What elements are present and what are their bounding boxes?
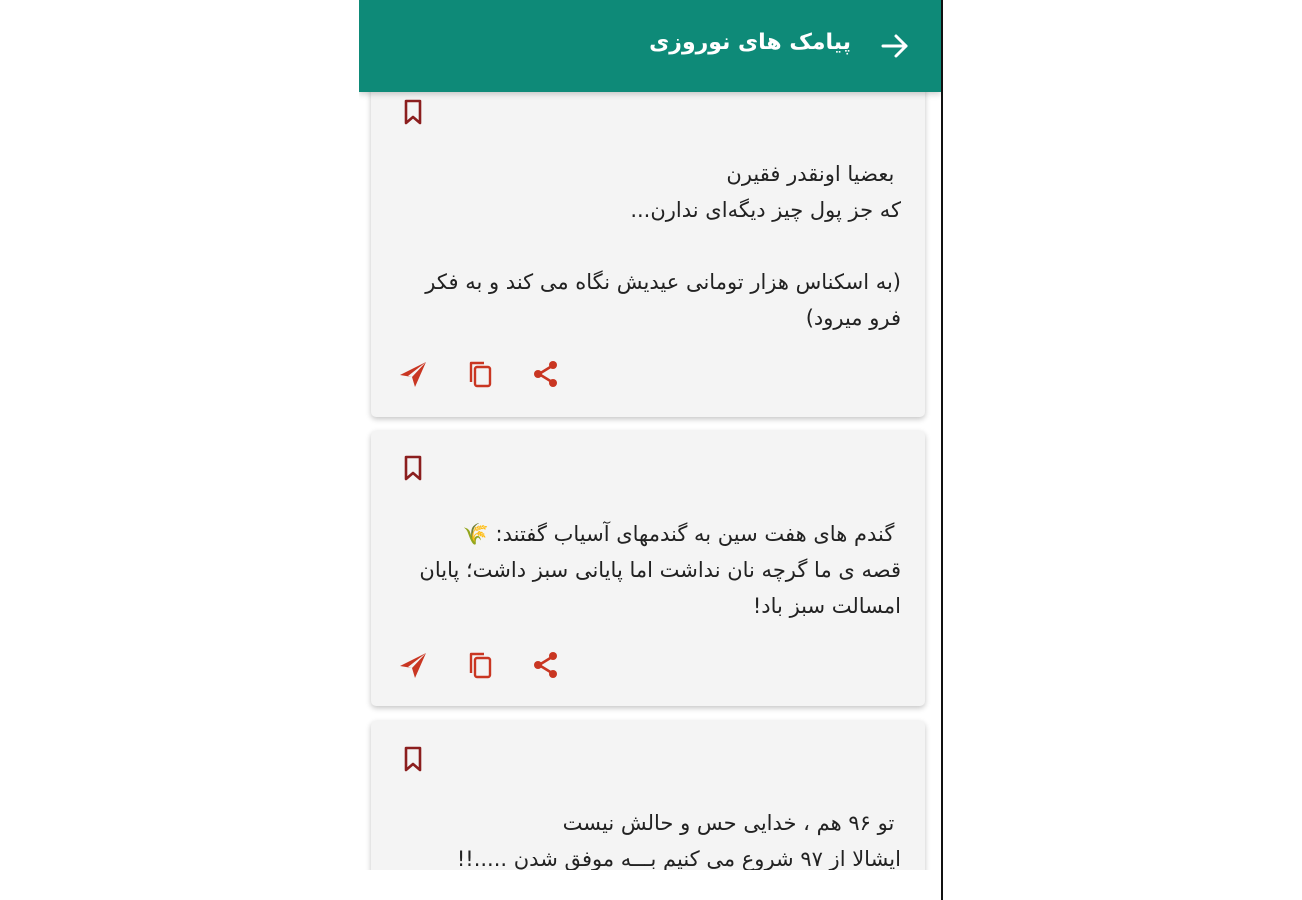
share-icon	[530, 649, 562, 681]
page-title: پیامک های نوروزی	[649, 30, 851, 55]
message-actions	[395, 647, 575, 683]
message-list	[359, 92, 941, 870]
bookmark-icon[interactable]	[399, 454, 427, 482]
app-bar	[359, 0, 941, 92]
send-button[interactable]	[395, 647, 431, 683]
copy-button[interactable]	[462, 356, 498, 392]
message-card	[371, 92, 925, 417]
bookmark-icon[interactable]	[399, 98, 427, 126]
device-edge	[941, 0, 943, 900]
send-icon	[397, 649, 429, 681]
share-button[interactable]	[528, 647, 564, 683]
copy-button[interactable]	[462, 647, 498, 683]
share-icon	[530, 358, 562, 390]
bookmark-icon[interactable]	[399, 745, 427, 773]
copy-icon	[464, 358, 496, 390]
message-card	[371, 431, 925, 706]
copy-icon	[464, 649, 496, 681]
message-text: گندم های هفت سین به گندمهای آسیاب گفتند: 🌾 قصه ی ما گرچه نان نداشت اما پایانی سبز داشت؛ پایان امسالت سبز باد!	[419, 522, 901, 618]
send-button[interactable]	[395, 356, 431, 392]
send-icon	[397, 358, 429, 390]
message-actions	[395, 356, 575, 392]
message-text: بعضیا اونقدر فقیرن که جز پول چیز دیگه‌ای ندارن... (به اسکناس هزار تومانی عیدیش نگاه می کند و به فکر فرو میرود)	[425, 162, 901, 330]
share-button[interactable]	[528, 356, 564, 392]
back-arrow-icon[interactable]	[877, 28, 913, 64]
message-text: تو ۹۶ هم ، خدایی حس و حالش نیست ایشالا از ۹۷ شروع می کنیم بـــه موفق شدن .....!!	[456, 811, 901, 870]
message-card	[371, 721, 925, 870]
phone-screen	[359, 0, 941, 870]
